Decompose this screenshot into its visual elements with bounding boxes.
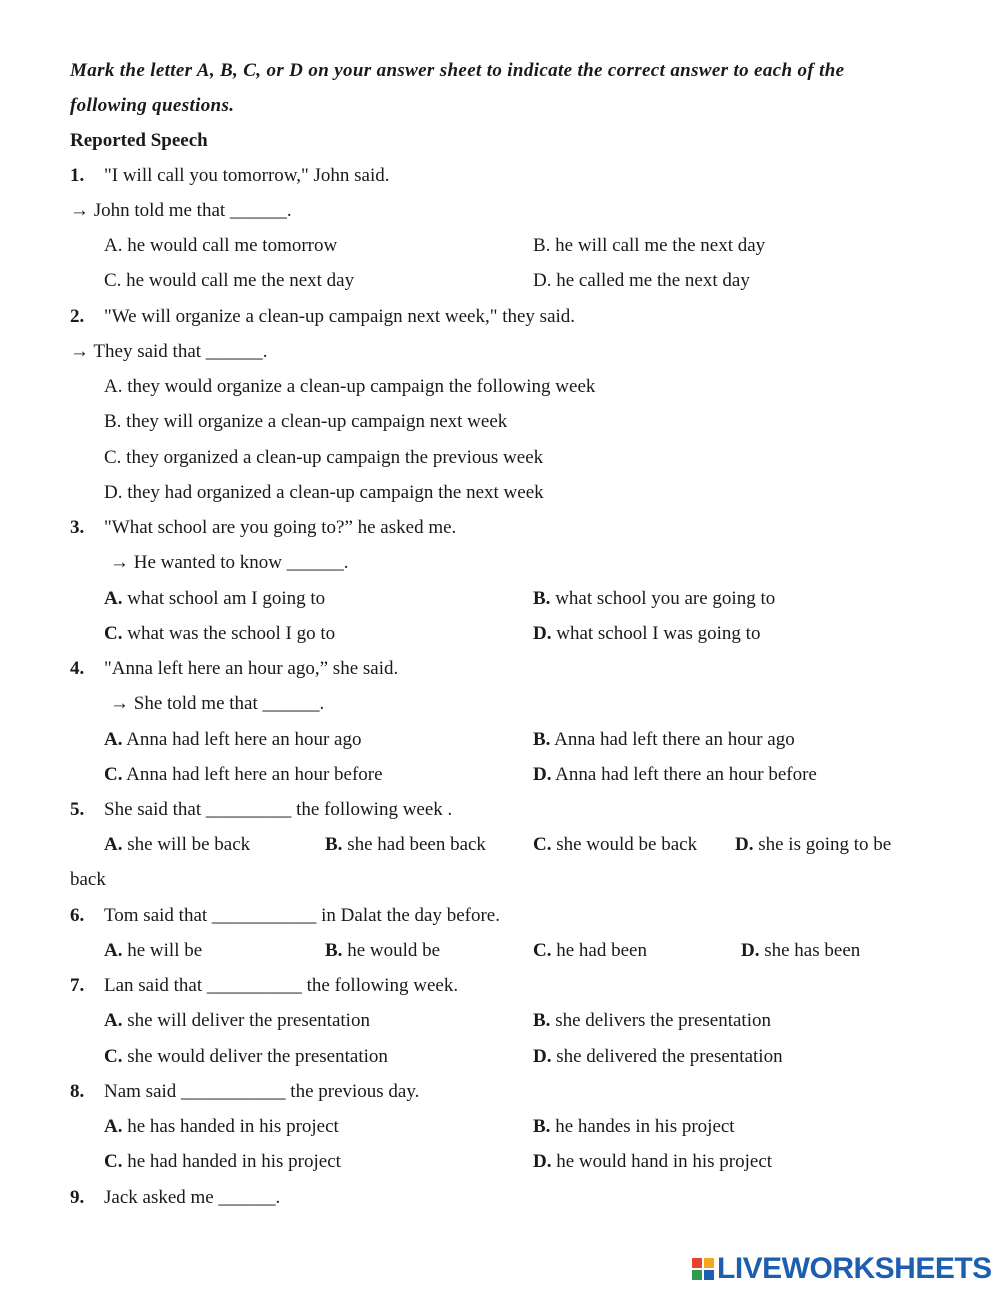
option-c[interactable]: C. he had been [533, 940, 647, 961]
option-b[interactable]: B. he handes in his project [533, 1116, 735, 1137]
question-number: 2. [70, 306, 85, 327]
option-d[interactable]: D. he would hand in his project [533, 1151, 773, 1172]
option-d[interactable]: D. they had organized a clean-up campaign the next week [104, 482, 544, 503]
logo-tile [692, 1270, 702, 1280]
option-d[interactable]: D. he called me the next day [533, 270, 750, 291]
option-a[interactable]: A. he would call me tomorrow [104, 235, 338, 256]
reported-prompt: → She told me that ______. [110, 693, 325, 714]
question-stem: Jack asked me ______. [104, 1187, 281, 1208]
option-d[interactable]: D. what school I was going to [533, 623, 761, 644]
question-number: 6. [70, 905, 85, 926]
logo-tile [692, 1258, 702, 1268]
option-a[interactable]: A. Anna had left here an hour ago [104, 729, 362, 750]
question-number: 4. [70, 658, 85, 679]
option-a[interactable]: A. he has handed in his project [104, 1116, 339, 1137]
option-b[interactable]: B. he would be [325, 940, 441, 961]
logo-tile [704, 1270, 714, 1280]
question-stem: "We will organize a clean-up campaign next week," they said. [104, 306, 576, 327]
option-c[interactable]: C. he would call me the next day [104, 270, 355, 291]
question-number: 8. [70, 1081, 85, 1102]
option-a[interactable]: A. she will be back [104, 834, 251, 855]
option-a[interactable]: A. they would organize a clean-up campaign the following week [104, 376, 596, 397]
option-c[interactable]: C. they organized a clean-up campaign the previous week [104, 447, 544, 468]
option-a[interactable]: A. she will deliver the presentation [104, 1010, 370, 1031]
reported-prompt: → John told me that ______. [70, 200, 292, 221]
question-stem: Lan said that __________ the following week. [104, 975, 459, 996]
option-b[interactable]: B. she had been back [325, 834, 486, 855]
option-a[interactable]: A. what school am I going to [104, 588, 326, 609]
option-c[interactable]: C. he had handed in his project [104, 1151, 341, 1172]
option-d[interactable]: D. she has been [741, 940, 861, 961]
option-d[interactable]: D. Anna had left there an hour before [533, 764, 817, 785]
question-stem: Tom said that ___________ in Dalat the day before. [104, 905, 500, 926]
question-stem: "I will call you tomorrow," John said. [104, 165, 390, 186]
question-stem: She said that _________ the following week . [104, 799, 453, 820]
option-b[interactable]: B. she delivers the presentation [533, 1010, 771, 1031]
liveworksheets-logo [692, 1253, 992, 1285]
question-number: 5. [70, 799, 85, 820]
question-stem: "Anna left here an hour ago,” she said. [104, 658, 399, 679]
instructions-line-2: following questions. [70, 95, 235, 116]
instructions-line-1: Mark the letter A, B, C, or D on your answer sheet to indicate the correct answer to each of the [70, 60, 845, 81]
option-b[interactable]: B. Anna had left there an hour ago [533, 729, 795, 750]
option-a[interactable]: A. he will be [104, 940, 203, 961]
logo-text: LIVEWORKSHEETS [717, 1252, 992, 1285]
question-stem: "What school are you going to?” he asked me. [104, 517, 457, 538]
liveworksheets-logo-icon [692, 1258, 714, 1280]
option-d[interactable]: D. she delivered the presentation [533, 1046, 783, 1067]
question-number: 3. [70, 517, 85, 538]
question-number: 7. [70, 975, 85, 996]
option-c[interactable]: C. she would deliver the presentation [104, 1046, 388, 1067]
question-number: 9. [70, 1187, 85, 1208]
option-d[interactable]: D. she is going to be [735, 834, 892, 855]
option-c[interactable]: C. what was the school I go to [104, 623, 336, 644]
option-d-wrap: back [70, 869, 106, 890]
option-c[interactable]: C. she would be back [533, 834, 698, 855]
question-number: 1. [70, 165, 85, 186]
option-b[interactable]: B. they will organize a clean-up campaign next week [104, 411, 508, 432]
option-c[interactable]: C. Anna had left here an hour before [104, 764, 383, 785]
logo-tile [704, 1258, 714, 1268]
question-stem: Nam said ___________ the previous day. [104, 1081, 420, 1102]
option-b[interactable]: B. what school you are going to [533, 588, 776, 609]
option-b[interactable]: B. he will call me the next day [533, 235, 766, 256]
reported-prompt: → They said that ______. [70, 341, 268, 362]
reported-prompt: → He wanted to know ______. [110, 552, 349, 573]
section-title: Reported Speech [70, 130, 208, 151]
